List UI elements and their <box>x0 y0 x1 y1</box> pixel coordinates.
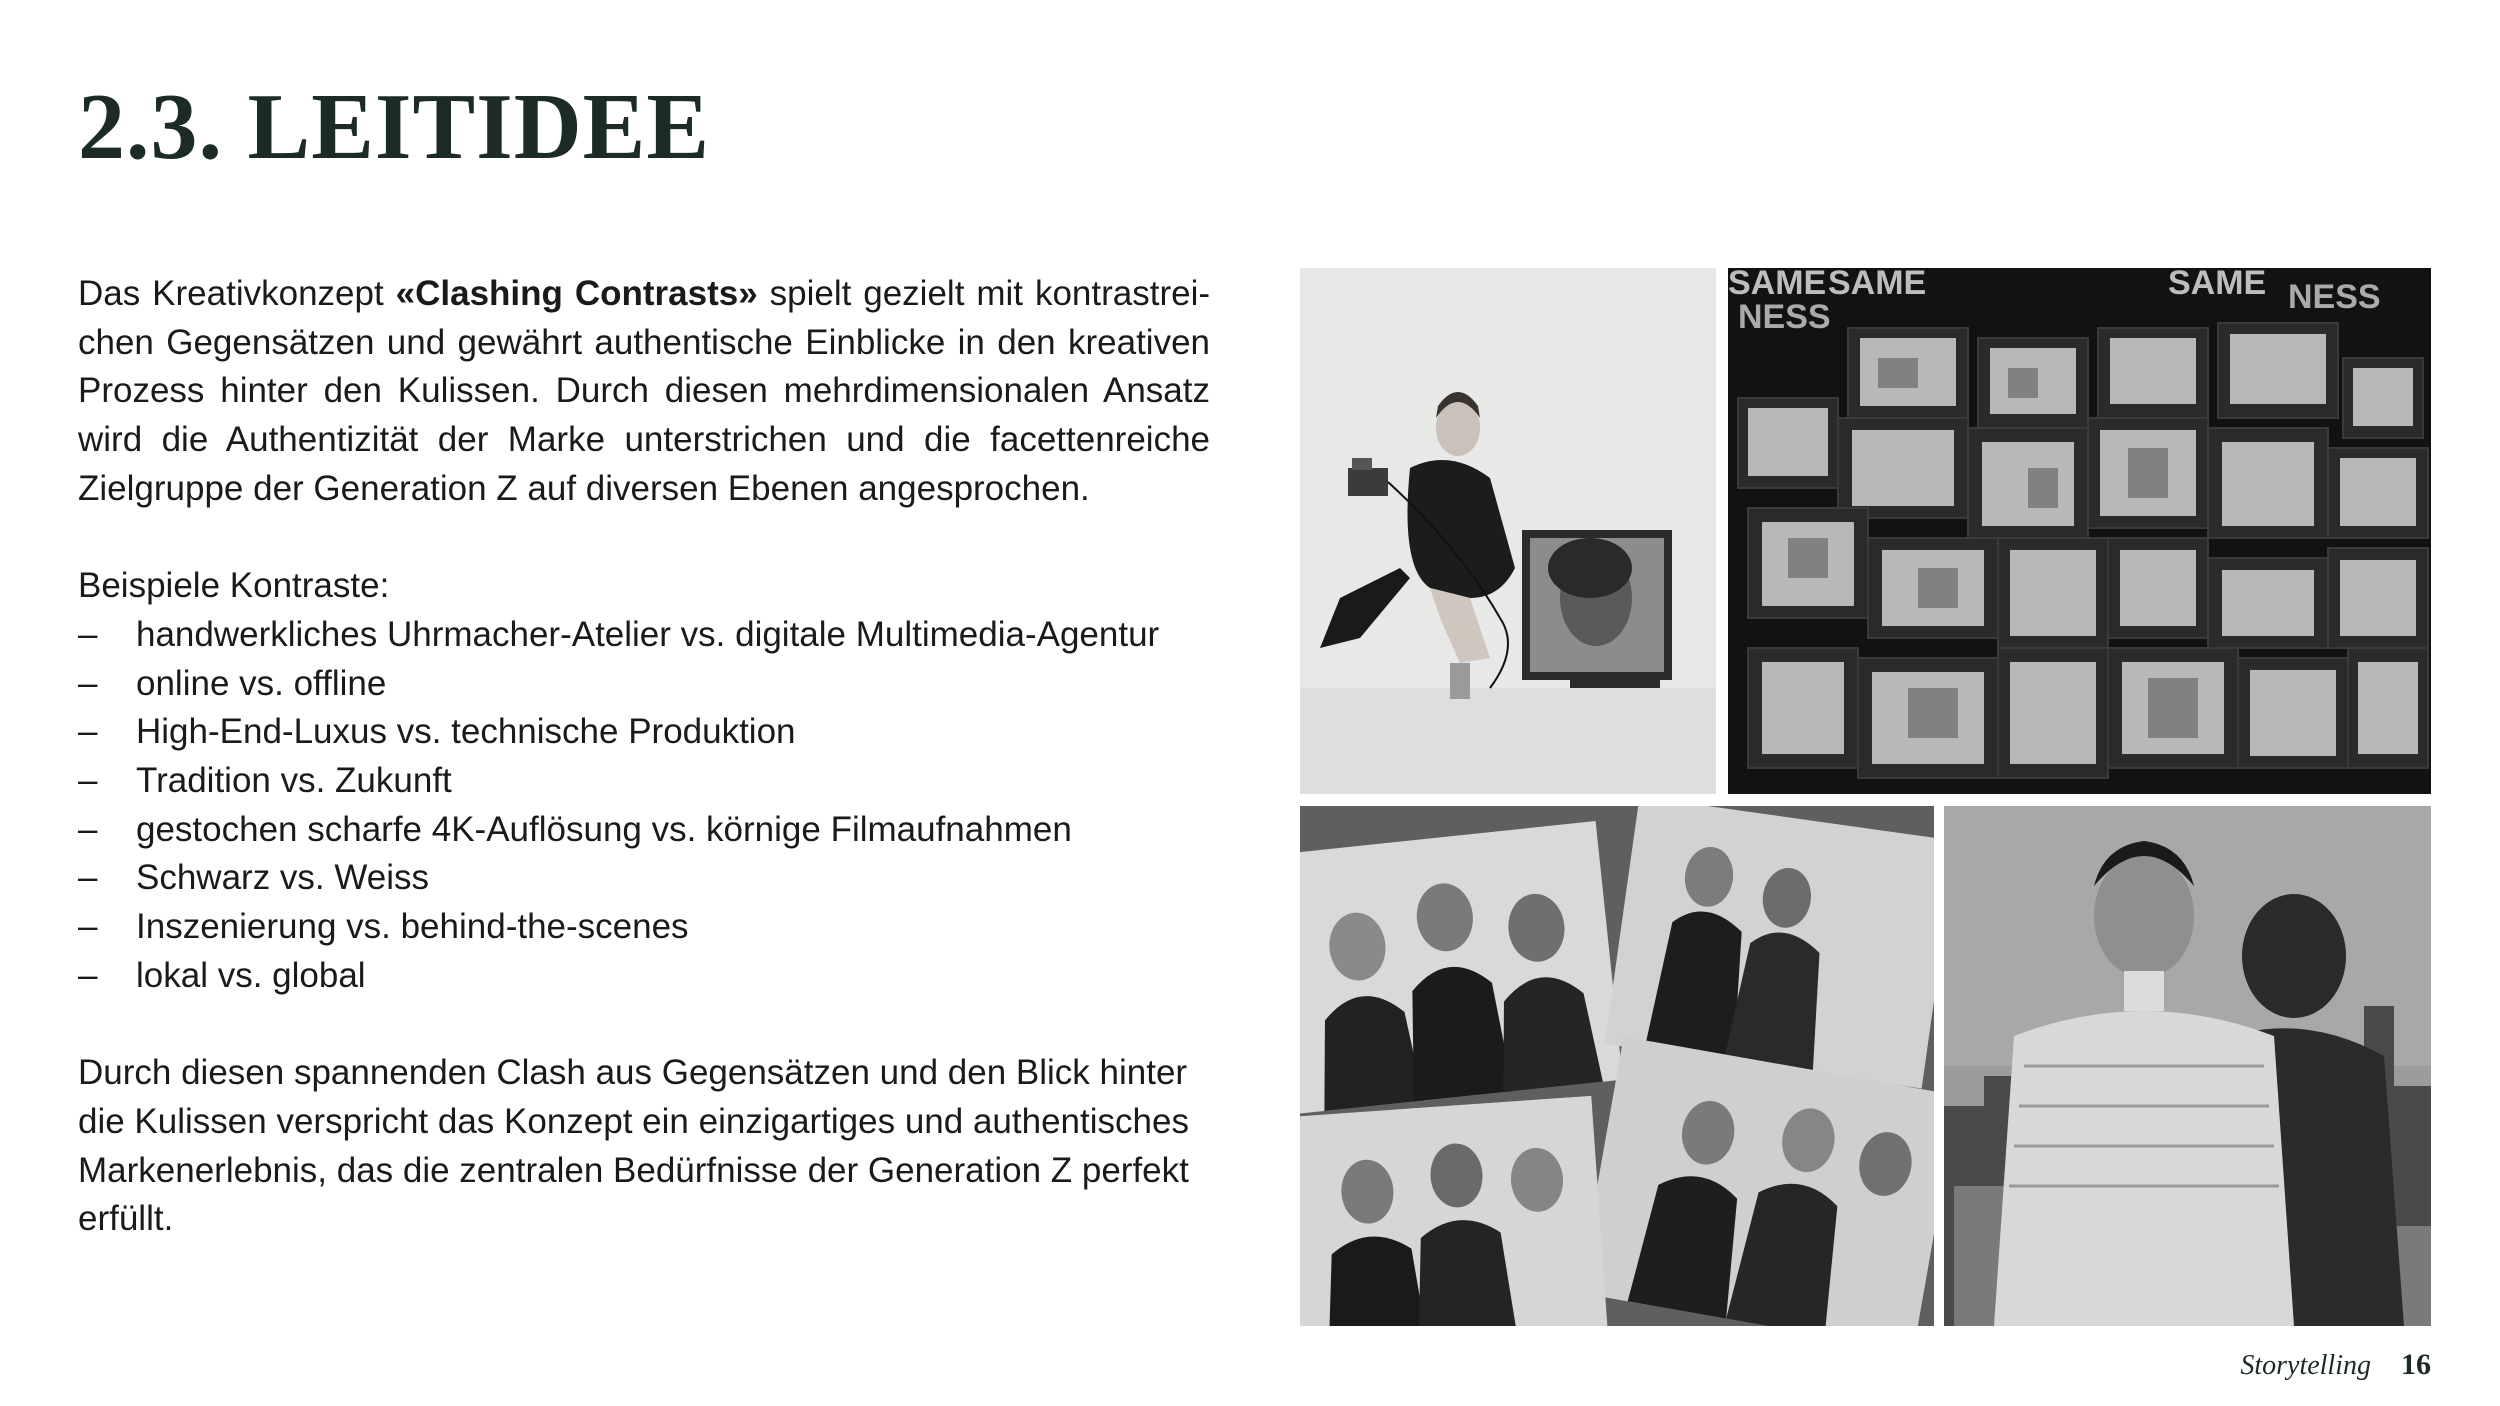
dash-marker: – <box>78 955 98 995</box>
example-item <box>78 660 1210 709</box>
example-item <box>78 611 1210 660</box>
example-text: online vs. offline <box>136 663 387 703</box>
example-text: High-End-Luxus vs. technische Produktion <box>136 712 796 752</box>
concept-name: «Clashing Contrasts» <box>395 274 758 313</box>
poster-text: SAME <box>1828 268 1927 302</box>
page-footer <box>2240 1348 2431 1382</box>
intro-text-start: Das Kreativkonzept <box>78 274 396 313</box>
example-item <box>78 708 1210 757</box>
intro-paragraph <box>78 270 1210 514</box>
example-item <box>78 952 1210 1001</box>
photo-scattered-prints <box>1300 806 1934 1326</box>
example-text: handwerkliches Uhrmacher-Atelier vs. digitale Multimedia-Agentur <box>136 614 1160 654</box>
example-item <box>78 806 1210 855</box>
examples-heading: Beispiele Kontraste: <box>78 566 390 606</box>
poster-text: SAME <box>1728 268 1827 302</box>
closing-paragraph: Durch diesen spannenden Clash aus Gegensätzen und den Blick hinter die Kulissen verspricht das Konzept ein einzigartiges und authentisches Markenerlebnis, das die zentralen Bedürfnisse der Generation Z perfekt erfüllt. <box>78 1053 1189 1239</box>
example-text: lokal vs. global <box>136 955 366 995</box>
example-item <box>78 854 1210 903</box>
dash-marker: – <box>78 712 98 752</box>
example-text: gestochen scharfe 4K-Auflösung vs. körnige Filmaufnahmen <box>136 809 1072 849</box>
example-item <box>78 903 1210 952</box>
photo-man-city-skyline <box>1944 806 2431 1326</box>
section-label: Storytelling <box>2240 1350 2371 1381</box>
dash-marker: – <box>78 663 98 703</box>
example-text: Inszenierung vs. behind-the-scenes <box>136 907 689 947</box>
dash-marker: – <box>78 614 98 654</box>
examples-list <box>78 611 1210 1001</box>
example-text: Tradition vs. Zukunft <box>136 761 452 801</box>
photo-woman-with-monitor <box>1300 268 1716 794</box>
dash-marker: – <box>78 761 98 801</box>
dash-marker: – <box>78 858 98 898</box>
poster-text: NESS <box>1738 298 1831 336</box>
example-item <box>78 757 1210 806</box>
example-text: Schwarz vs. Weiss <box>136 858 430 898</box>
poster-text: SAME <box>2168 268 2267 302</box>
dash-marker: – <box>78 809 98 849</box>
body-text <box>78 270 1210 1244</box>
page-title: 2.3. LEITIDEE <box>78 75 711 179</box>
intro-text-rest: spielt gezielt mit kontrastreichen Gegensätzen und gewährt authentische Einblicke in den kreativen Prozess hinter den Kulissen. Durch diesen mehrdimensionalen Ansatz wird die Authentizität der Marke unterstrichen und die facettenreiche Zielgruppe der Generation Z auf diversen Ebenen angesprochen. <box>78 274 1211 508</box>
poster-text: NESS <box>2288 278 2381 316</box>
dash-marker: – <box>78 907 98 947</box>
photo-tv-wall <box>1728 268 2431 794</box>
page-number: 16 <box>2401 1348 2431 1381</box>
